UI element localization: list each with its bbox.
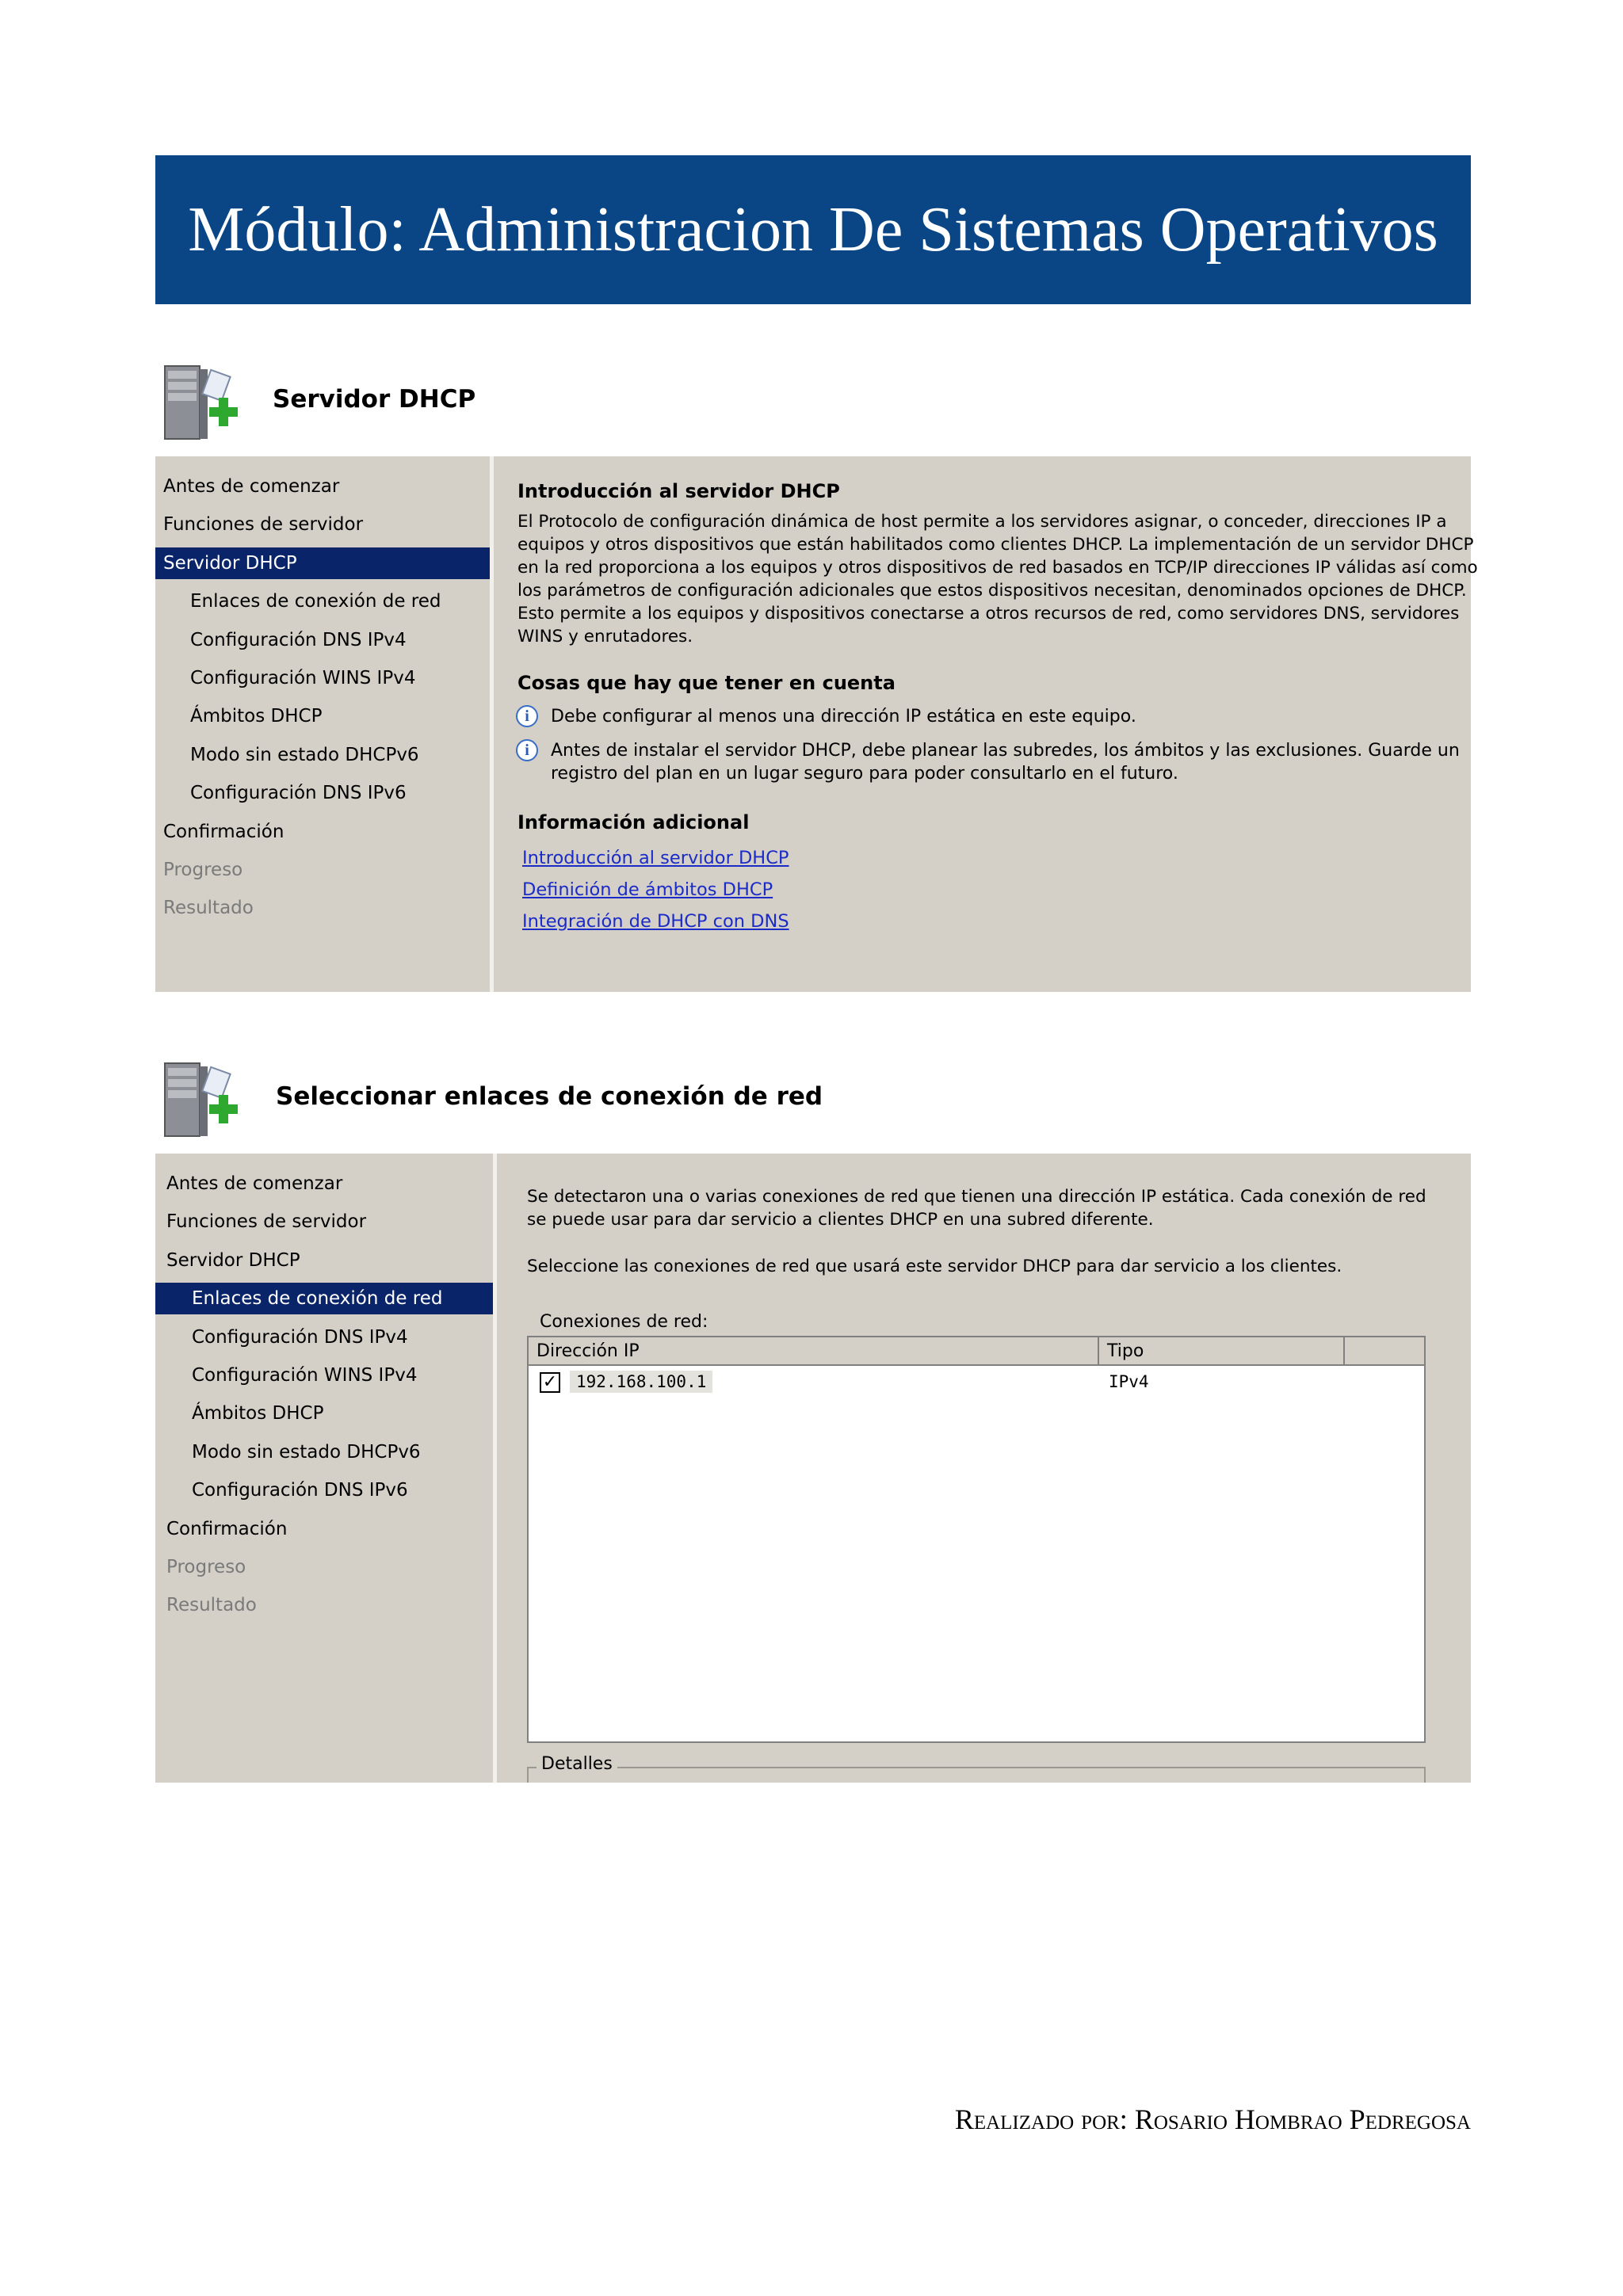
nav-item: Resultado bbox=[163, 898, 254, 919]
wizard-nav bbox=[155, 456, 494, 992]
intro-title: Introducción al servidor DHCP bbox=[517, 480, 840, 502]
intro-text bbox=[517, 510, 1478, 648]
nav-item[interactable]: Confirmación bbox=[163, 821, 285, 842]
nav-item[interactable]: Modo sin estado DHCPv6 bbox=[190, 744, 419, 765]
wizard-content bbox=[497, 1154, 1471, 1783]
nav-item[interactable]: Enlaces de conexión de red bbox=[155, 1283, 493, 1314]
nav-item[interactable]: Modo sin estado DHCPv6 bbox=[192, 1441, 421, 1463]
screenshot-servidor-dhcp bbox=[155, 353, 1478, 992]
connections-list[interactable] bbox=[527, 1336, 1426, 1743]
info-icon: i bbox=[516, 739, 538, 761]
nav-item[interactable]: Configuración DNS IPv6 bbox=[192, 1480, 408, 1501]
nav-item[interactable]: Funciones de servidor bbox=[163, 514, 364, 536]
intro-text-line: Esto permite a los equipos y dispositivos conectarse a otros recursos de red, como servidores DNS, servidores bbox=[517, 604, 1460, 624]
nav-item[interactable]: Ámbitos DHCP bbox=[190, 706, 323, 727]
considerations-title: Cosas que hay que tener en cuenta bbox=[517, 672, 896, 694]
wizard-nav bbox=[155, 1154, 497, 1783]
server-add-icon bbox=[160, 358, 242, 447]
nav-item[interactable]: Configuración WINS IPv4 bbox=[190, 668, 416, 688]
intro-text-line: WINS y enrutadores. bbox=[517, 627, 693, 646]
wizard-content bbox=[494, 456, 1478, 992]
nav-item[interactable]: Configuración DNS IPv4 bbox=[190, 629, 407, 650]
nav-item[interactable]: Antes de comenzar bbox=[166, 1173, 343, 1194]
column-header-empty bbox=[1345, 1337, 1424, 1366]
page-title: Servidor DHCP bbox=[273, 385, 476, 414]
wizard-header bbox=[155, 1051, 1471, 1154]
nav-item: Progreso bbox=[166, 1557, 246, 1577]
author-credit: Realizado por: Rosario Hombrao Pedregosa bbox=[954, 2103, 1471, 2135]
row-ip-address: 192.168.100.1 bbox=[570, 1371, 712, 1393]
note-text-line: registro del plan en un lugar seguro para poder consultarlo en el futuro. bbox=[551, 764, 1178, 784]
intro-text-line: en la red proporciona a los equipos y otros dispositivos de red basados en TCP/IP direcciones IP válidas así como bbox=[517, 558, 1478, 578]
nav-item[interactable]: Configuración DNS IPv6 bbox=[190, 783, 407, 804]
note-static-ip: Debe configurar al menos una dirección IP estática en este equipo. bbox=[551, 707, 1136, 727]
nav-item: Progreso bbox=[163, 860, 243, 880]
description-line: Se detectaron una o varias conexiones de red que tienen una dirección IP estática. Cada conexión de red bbox=[527, 1187, 1426, 1207]
nav-item[interactable]: Ámbitos DHCP bbox=[192, 1403, 324, 1425]
details-label: Detalles bbox=[537, 1754, 617, 1774]
additional-info-title: Información adicional bbox=[517, 811, 750, 833]
connections-description bbox=[527, 1185, 1426, 1231]
nav-item[interactable]: Servidor DHCP bbox=[155, 547, 490, 579]
link-scopes-dhcp[interactable]: Definición de ámbitos DHCP bbox=[522, 879, 773, 900]
note-text-line: Antes de instalar el servidor DHCP, debe planear las subredes, los ámbitos y las exclusiones. Guarde un bbox=[551, 741, 1460, 761]
row-checkbox[interactable]: ✓ bbox=[540, 1372, 560, 1393]
wizard-header bbox=[155, 353, 1471, 456]
details-groupbox bbox=[527, 1754, 1426, 1783]
nav-item[interactable]: Configuración DNS IPv4 bbox=[192, 1326, 408, 1348]
module-banner bbox=[155, 155, 1471, 304]
intro-text-line: equipos y otros dispositivos que están habilitados como clientes DHCP. La implementación de un servidor DHCP bbox=[517, 535, 1474, 555]
connections-label: Conexiones de red: bbox=[540, 1312, 708, 1332]
info-icon: i bbox=[516, 705, 538, 727]
nav-item[interactable]: Funciones de servidor bbox=[166, 1211, 367, 1233]
description-line: se puede usar para dar servicio a clientes DHCP en una subred diferente. bbox=[527, 1210, 1154, 1230]
nav-item[interactable]: Enlaces de conexión de red bbox=[190, 591, 441, 612]
module-title: Módulo: Administracion De Sistemas Operativos bbox=[188, 195, 1438, 265]
nav-item: Resultado bbox=[166, 1595, 257, 1616]
intro-text-line: El Protocolo de configuración dinámica de host permite a los servidores asignar, o conceder, direcciones IP a bbox=[517, 512, 1447, 532]
wizard-body bbox=[155, 456, 1478, 992]
link-dhcp-dns[interactable]: Integración de DHCP con DNS bbox=[522, 911, 789, 932]
column-header-type[interactable]: Tipo bbox=[1099, 1337, 1345, 1366]
screenshot-enlaces-red bbox=[155, 1051, 1471, 1783]
nav-item[interactable]: Servidor DHCP bbox=[166, 1249, 300, 1271]
note-plan-subnets bbox=[551, 739, 1460, 785]
intro-text-line: los parámetros de configuración adicionales que estos dispositivos necesitan, denominados opciones de DHCP. bbox=[517, 581, 1467, 601]
nav-item[interactable]: Confirmación bbox=[166, 1518, 288, 1539]
link-intro-dhcp[interactable]: Introducción al servidor DHCP bbox=[522, 848, 789, 868]
row-type: IPv4 bbox=[1109, 1372, 1149, 1391]
server-add-icon bbox=[160, 1055, 242, 1144]
page-title: Seleccionar enlaces de conexión de red bbox=[276, 1082, 823, 1111]
column-header-ip[interactable]: Dirección IP bbox=[529, 1337, 1099, 1366]
nav-item[interactable]: Antes de comenzar bbox=[163, 476, 340, 497]
nav-item[interactable]: Configuración WINS IPv4 bbox=[192, 1365, 418, 1386]
wizard-body bbox=[155, 1154, 1471, 1783]
select-instruction: Seleccione las conexiones de red que usará este servidor DHCP para dar servicio a los clientes. bbox=[527, 1257, 1342, 1276]
